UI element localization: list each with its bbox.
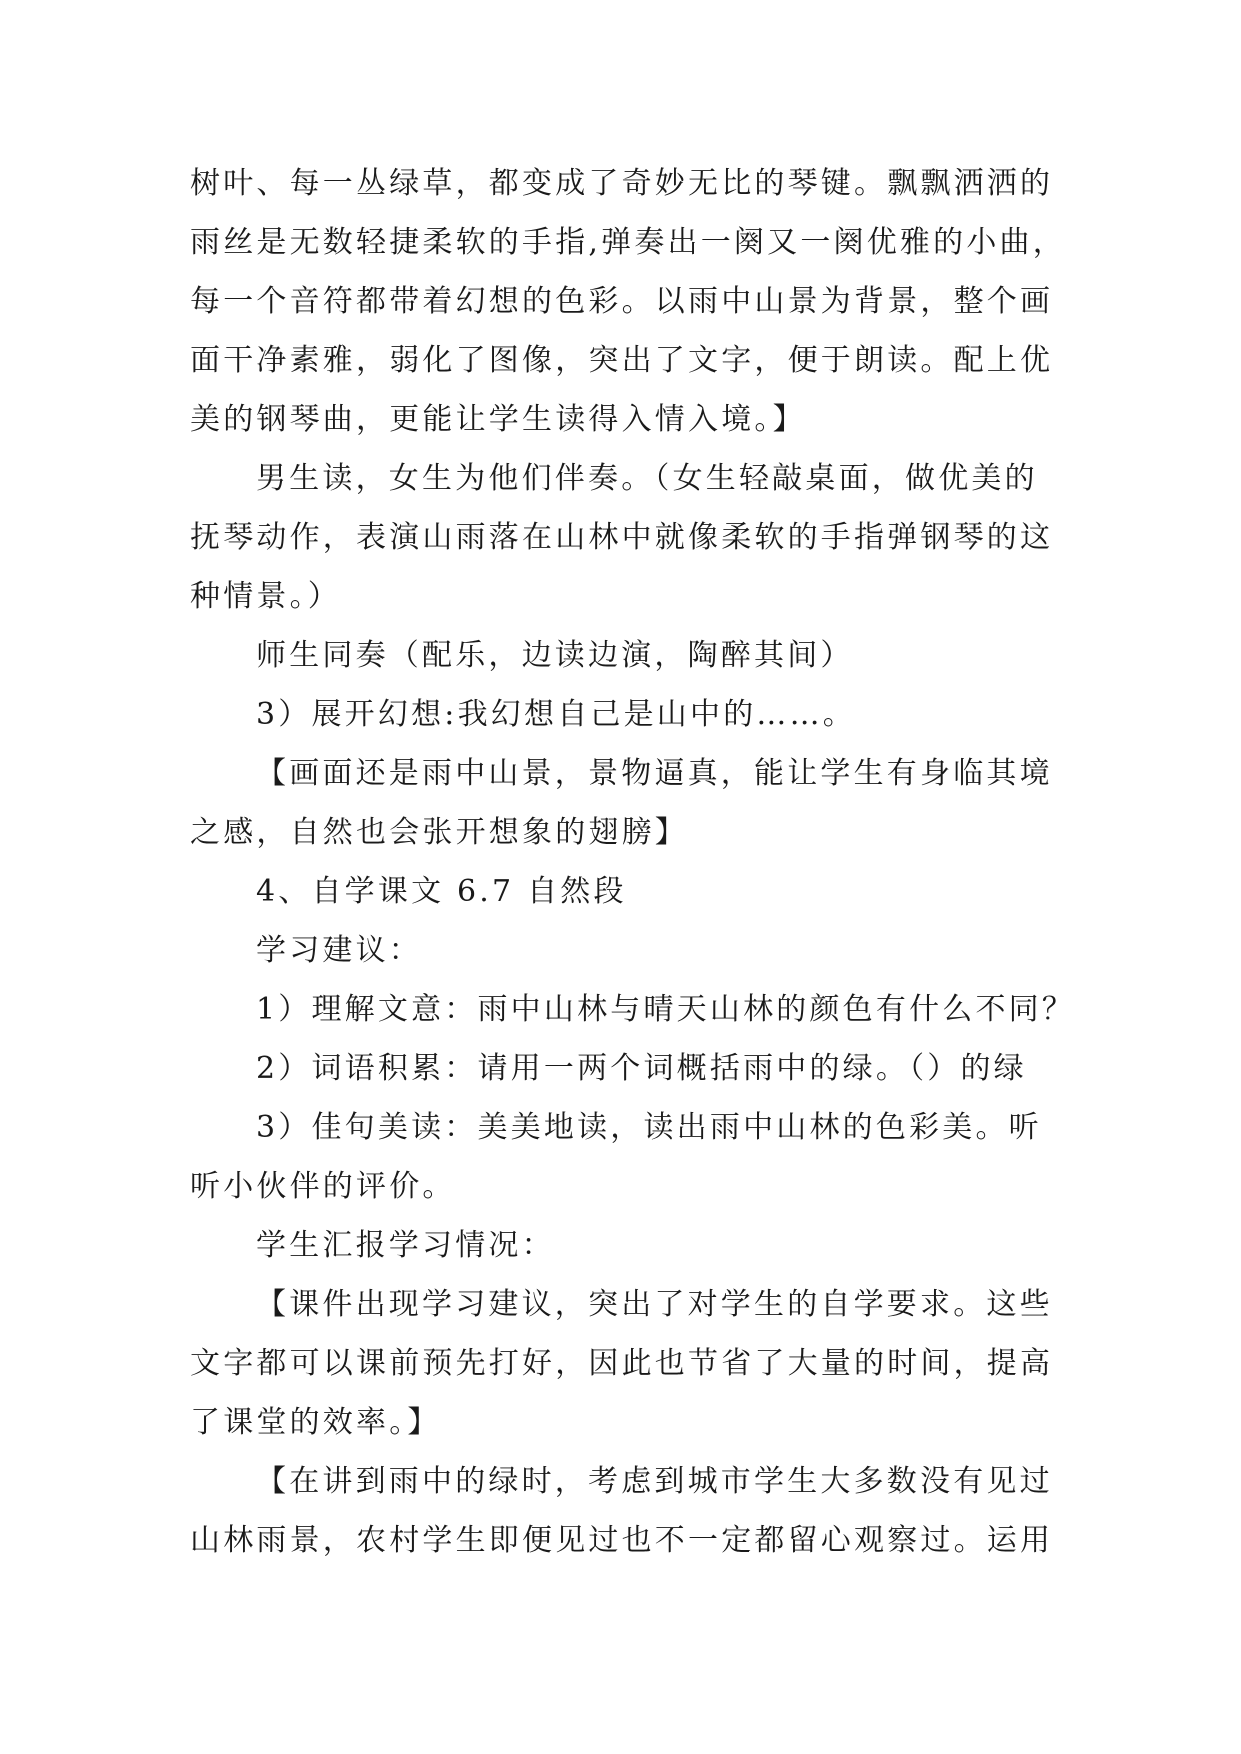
paragraph-start-line: 学习建议： [256, 933, 422, 968]
paragraph-start-line: 3）展开幻想:我幻想自己是山中的……。 [256, 697, 856, 732]
text-line: 雨丝是无数轻捷柔软的手指,弹奏出一阕又一阕优雅的小曲， [190, 225, 1066, 260]
document-body [190, 154, 1090, 1570]
section-heading-line: 4、自学课文 6.7 自然段 [256, 874, 627, 909]
text-line: 山林雨景，农村学生即便见过也不一定都留心观察过。运用 [190, 1523, 1054, 1558]
text-line: 美的钢琴曲，更能让学生读得入情入境。】 [190, 402, 806, 437]
list-item-line: 2）词语积累：请用一两个词概括雨中的绿。（）的绿 [256, 1051, 1027, 1086]
text-line: 面干净素雅，弱化了图像，突出了文字，便于朗读。配上优 [190, 343, 1054, 378]
paragraph-start-line: 【在讲到雨中的绿时，考虑到城市学生大多数没有见过 [256, 1464, 1053, 1499]
list-item-line: 3）佳句美读：美美地读，读出雨中山林的色彩美。听 [256, 1110, 1042, 1145]
text-line: 文字都可以课前预先打好，因此也节省了大量的时间，提高 [190, 1346, 1054, 1381]
paragraph-start-line: 男生读，女生为他们伴奏。（女生轻敲桌面，做优美的 [256, 461, 1038, 496]
paragraph-start-line: 【课件出现学习建议，突出了对学生的自学要求。这些 [256, 1287, 1053, 1322]
text-line: 听小伙伴的评价。 [190, 1169, 456, 1204]
text-line: 之感，自然也会张开想象的翅膀】 [190, 815, 688, 850]
text-line: 了课堂的效率。】 [190, 1405, 441, 1440]
paragraph-start-line: 师生同奏（配乐，边读边演，陶醉其间） [256, 638, 854, 673]
text-line: 抚琴动作，表演山雨落在山林中就像柔软的手指弹钢琴的这 [190, 520, 1054, 555]
text-line: 树叶、每一丛绿草，都变成了奇妙无比的琴键。飘飘洒洒的 [190, 166, 1054, 201]
paragraph-start-line: 【画面还是雨中山景，景物逼真，能让学生有身临其境 [256, 756, 1053, 791]
list-item-line: 1）理解文意：雨中山林与晴天山林的颜色有什么不同？ [256, 992, 1076, 1027]
text-line: 种情景。） [190, 579, 341, 614]
paragraph-start-line: 学生汇报学习情况： [256, 1228, 555, 1263]
text-line: 每一个音符都带着幻想的色彩。以雨中山景为背景，整个画 [190, 284, 1054, 319]
